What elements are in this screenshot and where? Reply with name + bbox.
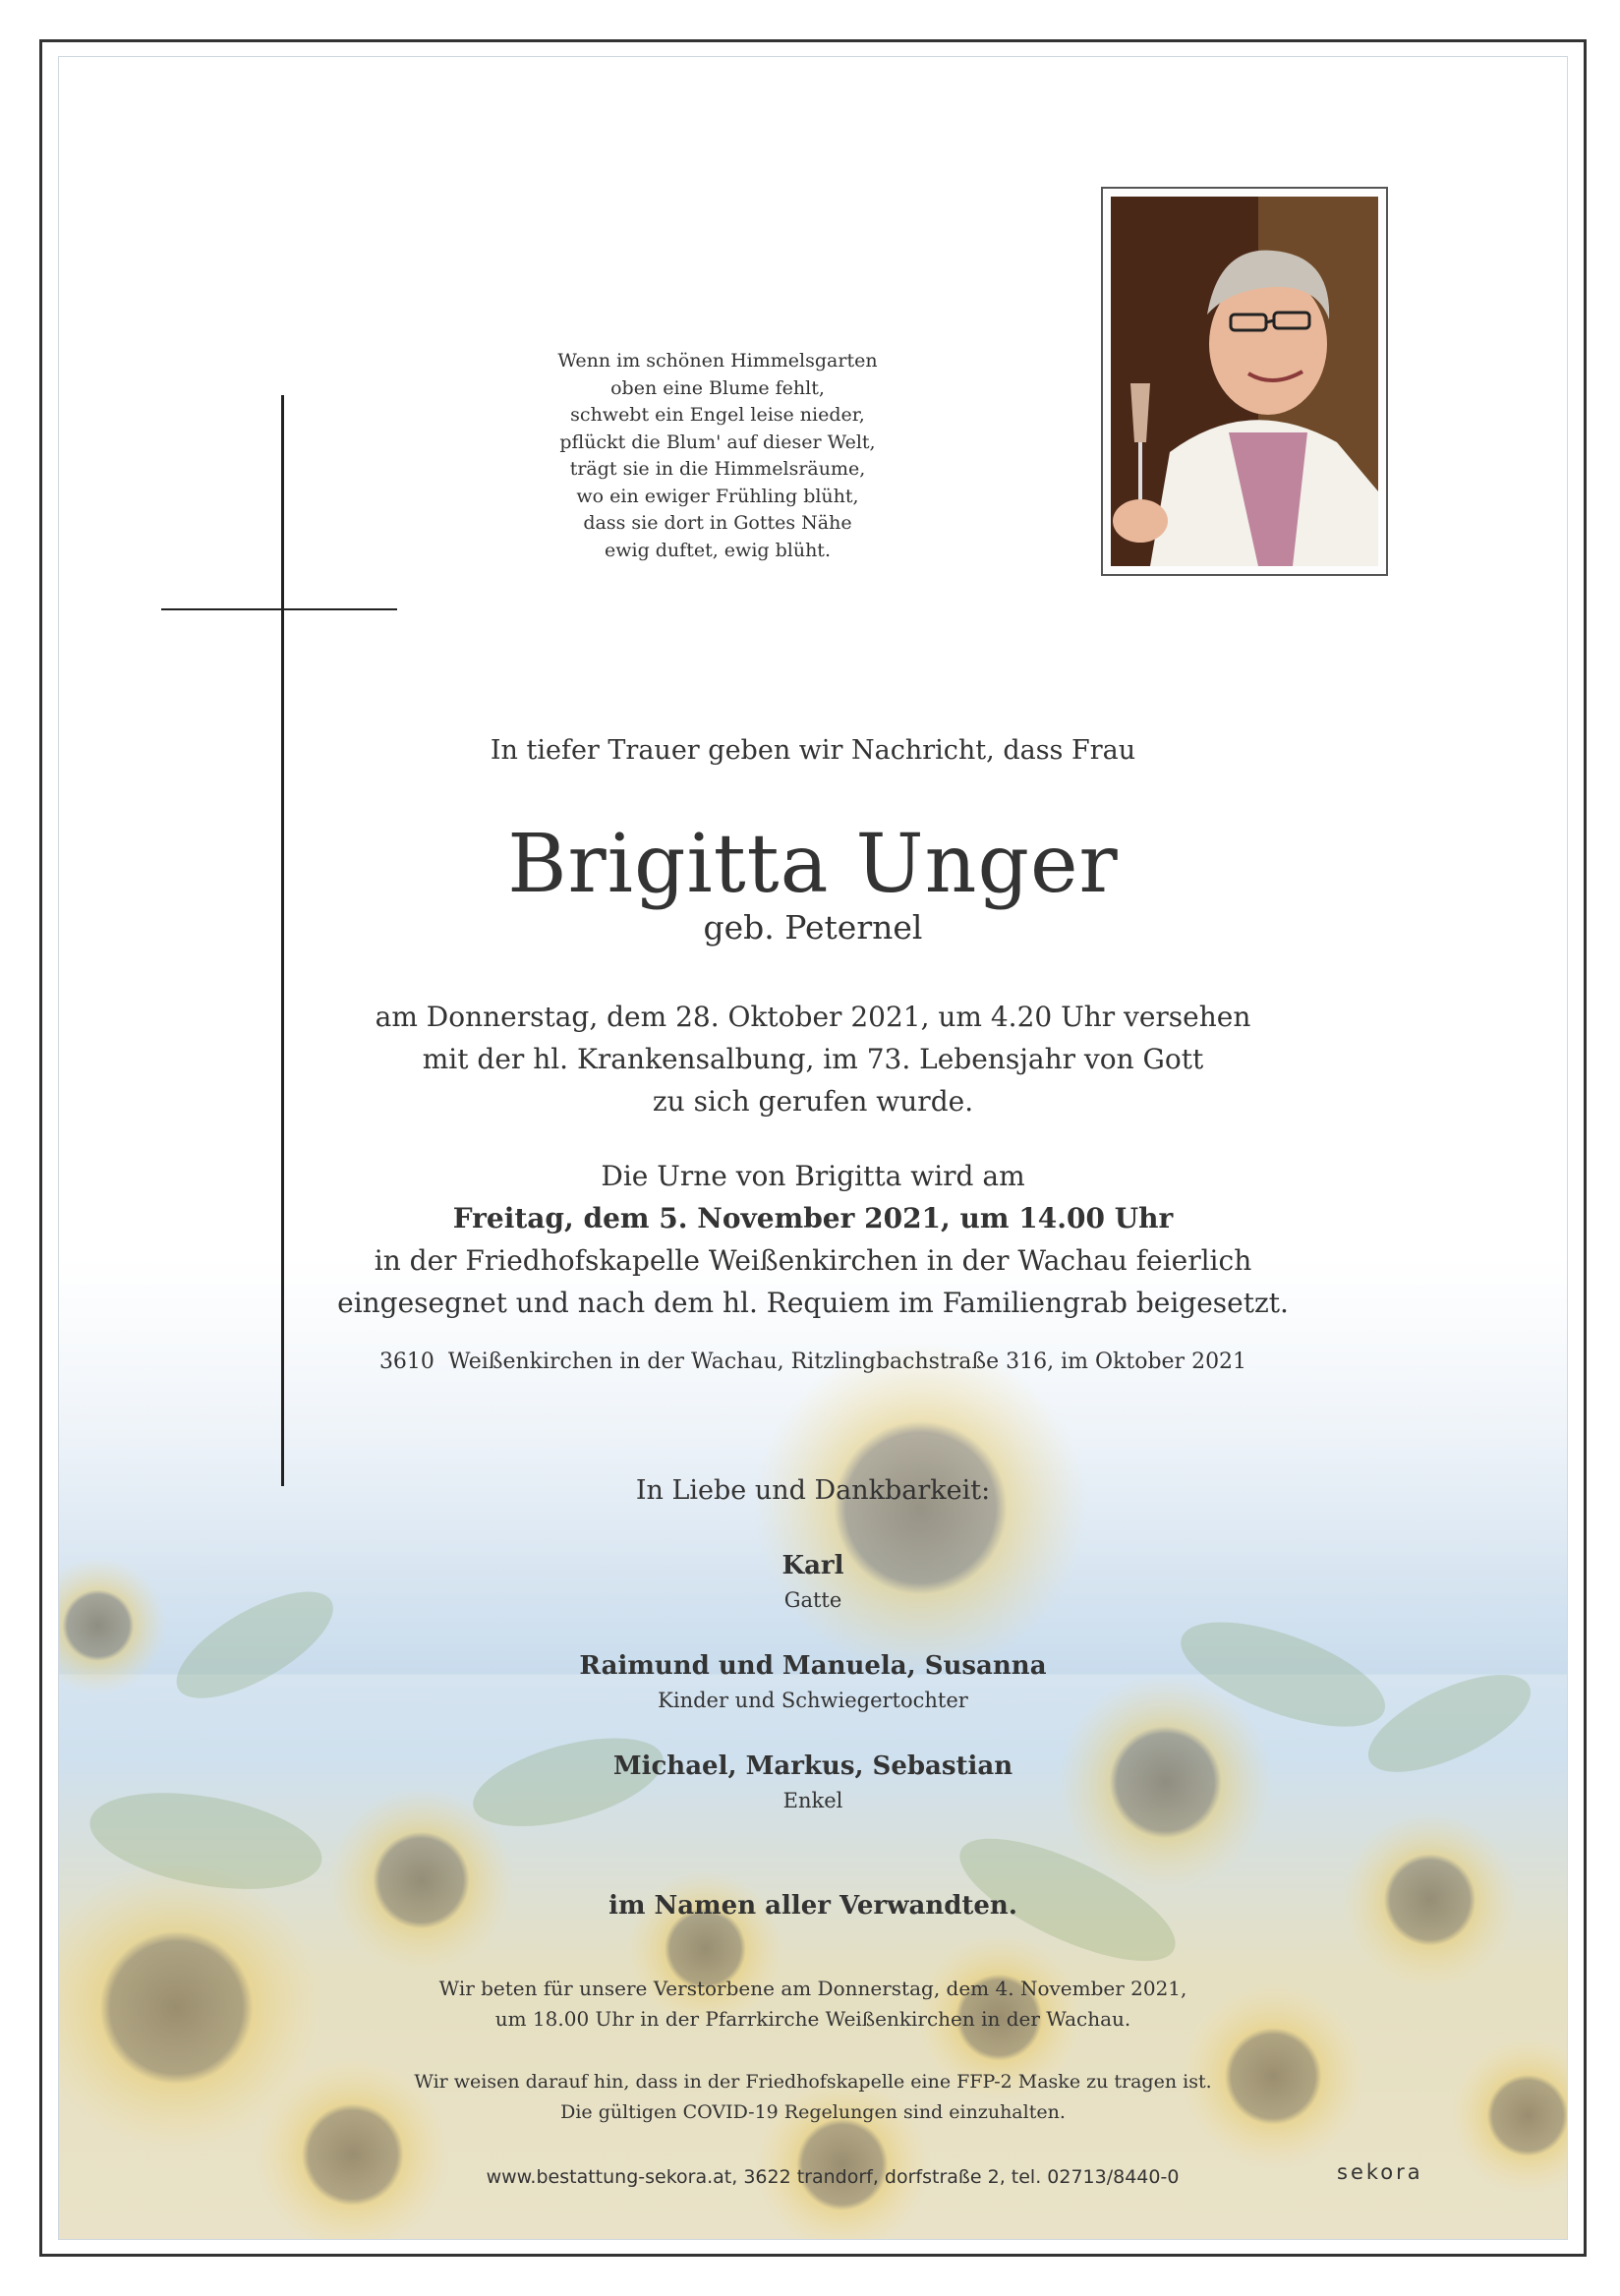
cross-horizontal-bar (161, 608, 397, 610)
death-notice (59, 996, 1567, 1122)
burial-line: Die Urne von Brigitta wird am (601, 1160, 1025, 1192)
portrait-illustration (1111, 197, 1378, 566)
prayer-line: Wir beten für unsere Verstorbene am Donnerstag, dem 4. November 2021, (438, 1977, 1187, 2000)
portrait-frame (1101, 187, 1388, 576)
family-member (59, 1551, 1567, 1612)
death-notice-line: am Donnerstag, dem 28. Oktober 2021, um 4.20 Uhr versehen (375, 1001, 1251, 1033)
covid-line: Die gültigen COVID-19 Regelungen sind einzuhalten. (560, 2101, 1066, 2123)
page-frame (39, 39, 1587, 2257)
family-member-role: Enkel (782, 1789, 843, 1812)
family-member-name: Karl (781, 1551, 844, 1580)
memorial-verse (531, 348, 904, 564)
burial-date: Freitag, dem 5. November 2021, um 14.00 Uhr (452, 1202, 1174, 1234)
prayer-notice (59, 1974, 1567, 2035)
family-member-name: Michael, Markus, Sebastian (612, 1751, 1013, 1781)
family-member (59, 1651, 1567, 1712)
burial-line: eingesegnet und nach dem hl. Requiem im Familiengrab beigesetzt. (337, 1287, 1289, 1319)
verse-line: Wenn im schönen Himmelsgarten (557, 350, 878, 372)
verse-line: trägt sie in die Himmelsräume, (569, 458, 866, 480)
family-member-name: Raimund und Manuela, Susanna (579, 1651, 1047, 1681)
verse-line: oben eine Blume fehlt, (610, 376, 825, 399)
death-notice-line: mit der hl. Krankensalbung, im 73. Lebensjahr von Gott (422, 1043, 1204, 1075)
family-list (59, 1551, 1567, 1852)
covid-line: Wir weisen darauf hin, dass in der Friedhofskapelle eine FFP-2 Maske zu tragen ist. (414, 2071, 1212, 2093)
family-member (59, 1751, 1567, 1812)
verse-line: wo ein ewiger Frühling blüht, (576, 485, 859, 507)
family-member-role: Kinder und Schwiegertochter (658, 1689, 968, 1712)
deceased-name: Brigitta Unger (507, 818, 1119, 911)
family-member-role: Gatte (783, 1588, 842, 1612)
verse-line: dass sie dort in Gottes Nähe (583, 512, 852, 534)
address-line: 3610 Weißenkirchen in der Wachau, Ritzlingbachstraße 316, im Oktober 2021 (378, 1349, 1247, 1374)
all-relatives-line: im Namen aller Verwandten. (608, 1891, 1017, 1921)
notice-card (58, 56, 1568, 2240)
portrait-photo (1111, 197, 1378, 566)
sekora-logo: sekora (1337, 2160, 1423, 2184)
covid-notice (59, 2067, 1567, 2128)
maiden-name: geb. Peternel (703, 908, 923, 947)
love-heading: In Liebe und Dankbarkeit: (635, 1475, 991, 1506)
burial-notice (59, 1155, 1567, 1324)
verse-line: pflückt die Blum' auf dieser Welt, (559, 430, 876, 453)
burial-line: in der Friedhofskapelle Weißenkirchen in der Wachau feierlich (374, 1244, 1252, 1277)
verse-line: schwebt ein Engel leise nieder, (570, 404, 865, 426)
funeral-home-footer: www.bestattung-sekora.at, 3622 trandorf, dorfstraße 2, tel. 02713/8440-0 (486, 2166, 1180, 2188)
death-notice-line: zu sich gerufen wurde. (652, 1085, 974, 1118)
verse-line: ewig duftet, ewig blüht. (605, 539, 831, 561)
intro-line: In tiefer Trauer geben wir Nachricht, dass Frau (490, 735, 1136, 766)
prayer-line: um 18.00 Uhr in der Pfarrkirche Weißenkirchen in der Wachau. (494, 2007, 1131, 2031)
